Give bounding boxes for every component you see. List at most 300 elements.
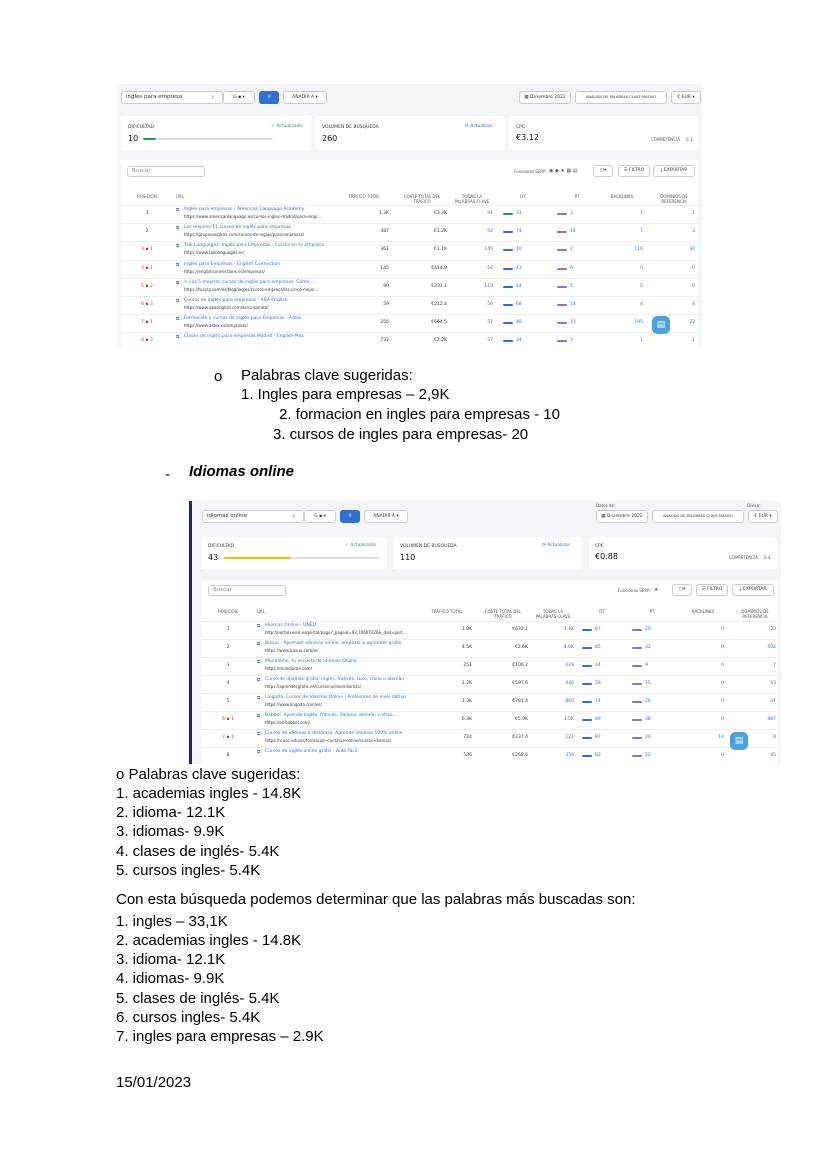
dt-cell[interactable]: 85 [595,645,601,650]
cost-cell: €2.6K [515,645,528,650]
cost-cell: €237.4 [512,735,528,740]
column-header[interactable]: TRÁFICO TOTAL [348,194,380,199]
cpc-card [509,116,698,150]
difficulty-label: DIFICULTAD [208,544,234,549]
bulk-analysis-button[interactable]: ANÁLISIS DE PALABRAS CLAVE MASIVO [575,91,667,104]
pt-cell[interactable]: 20 [645,627,651,632]
traffic-cell: 732 [380,338,389,344]
position-cell: 1 [145,211,149,216]
pt-bar [557,322,567,324]
pt-bar [557,249,567,251]
backlinks-cell[interactable]: 0 [640,283,643,289]
difficulty-track [143,138,273,140]
list2-item: 2. idioma- 12.1K [116,804,226,821]
table-row [121,223,698,242]
conclusion-intro: Con esta búsqueda podemos determinar que las palabras más buscadas son: [116,891,636,908]
traffic-cell: 1.2K [461,681,472,686]
keywords-cell[interactable]: 119 [484,283,493,289]
keywords-cell[interactable]: 4.6K [563,645,574,650]
traffic-cell: 724 [463,735,472,740]
list2-item: 1. academias ingles - 14.8K [116,785,302,802]
dt-bar [503,249,513,251]
backlinks-cell[interactable]: 0 [721,699,724,704]
update-link[interactable]: ⟳ Actualizar [465,124,493,129]
result-url: https://v.uoc.edu/es/formacion-continua-online/cursos-idiomas/ [265,738,392,743]
dt-cell[interactable]: 10 [516,247,522,253]
update-link[interactable]: ⟳ Actualizar [542,543,570,548]
table-row [202,747,777,764]
currency-selector[interactable]: € EUR ▾ [748,510,778,523]
cost-cell: €331.1 [431,283,447,289]
dt-cell[interactable]: 48 [516,320,522,326]
dt-bar [582,737,592,739]
column-header[interactable]: TRÁFICO TOTAL [431,609,463,614]
position-cell: 6 ▪ 1 [222,717,234,722]
heading-dash: - [165,466,170,483]
referring-domains-cell[interactable]: 22 [689,320,695,326]
backlinks-cell[interactable]: 0 [721,663,724,668]
position-cell: 4 ▪ 1 [141,265,153,271]
pt-bar [632,647,642,649]
competition-value: 0.1 [686,137,693,142]
dt-bar [503,304,513,306]
volume-label: VOLUMEN DE BÚSQUEDA [322,125,379,130]
result-title-link[interactable]: Babbel: Aprende inglés, francés, italiano, alemán y otros ... [265,713,399,718]
date-label: Datos de: [596,503,616,508]
referring-domains-cell[interactable]: 1 [692,338,695,344]
external-link-icon[interactable]: ⧉ [257,660,261,665]
volume-value: 110 [400,553,416,562]
export-button[interactable]: ⤓ EXPORTAR [732,584,774,596]
dt-cell[interactable]: 74 [516,229,522,235]
keyword-tool-screenshot-2 [189,501,781,764]
cost-cell: €3.3K [434,211,447,216]
column-header[interactable]: BACKLINKS [691,609,715,614]
position-cell: 3 ▪ 1 [141,247,153,253]
referring-domains-cell[interactable]: 4 [692,302,695,307]
date-button[interactable]: ▦ Diciembre 2022 [519,91,571,104]
serp-label: Funciones SERP: [618,588,651,593]
traffic-cell: 59 [383,302,389,307]
cost-cell: €5.9K [515,717,528,722]
referring-domains-cell[interactable]: 47 [770,699,776,704]
external-link-icon[interactable]: ⧉ [176,262,180,268]
external-link-icon[interactable]: ⧉ [257,696,261,701]
dt-cell[interactable]: 87 [595,735,601,740]
dt-bar [582,665,592,667]
pt-bar [632,755,642,757]
result-title-link[interactable]: Cursos de inglés online gratis - Aula Fácil [265,749,358,754]
backlinks-cell[interactable]: 0 [721,717,724,722]
column-header[interactable]: PT [649,609,655,614]
table-row [121,260,698,279]
conclusion-item: 1. ingles – 33,1K [116,913,228,930]
table-row [121,205,698,224]
keywords-cell[interactable]: 356 [565,753,574,758]
currency-selector[interactable]: € EUR ▾ [671,91,701,104]
cost-cell: €597.6 [512,681,528,686]
referring-domains-cell[interactable]: 3 [692,229,695,235]
backlinks-cell[interactable]: 4 [640,302,643,307]
document-date: 15/01/2023 [116,1074,192,1091]
column-header[interactable]: COSTE TOTAL DEL TRÁFICO [403,194,441,204]
list2-title: o Palabras clave sugeridas: [116,766,301,783]
referring-domains-cell[interactable]: 8 [773,735,776,740]
result-url: https://www.abaenglish.com/es/corporate/ [184,305,269,310]
dt-cell[interactable]: 43 [516,265,522,271]
serp-label: Funciones SERP: [514,169,547,174]
column-header[interactable]: TODAS LA PALABRAS CLAVE [454,194,490,204]
position-cell: 8 [226,753,230,758]
keywords-cell[interactable]: 446 [565,681,574,686]
dt-cell[interactable]: 74 [595,699,601,704]
position-cell: 6 ▪ 3 [141,302,153,307]
external-link-icon[interactable]: ⧉ [176,208,180,213]
result-title-link[interactable]: Clases de inglés para empresas Madrid - English-Plus [184,334,304,340]
table-search-input[interactable]: Buscar [208,585,286,596]
dt-bar [503,286,513,288]
position-cell: 5 ▪ 2 [141,283,153,289]
position-cell: 2 [145,229,149,235]
cost-cell: €212.4 [431,302,447,307]
external-link-icon[interactable]: ⧉ [176,280,180,286]
referring-domains-cell[interactable]: 502 [767,645,776,650]
position-cell: 7 ▪ 1 [141,320,153,326]
cost-cell: €664.5 [431,320,447,326]
cpc-label: CPC [595,544,604,549]
table-search-input[interactable]: Buscar [127,166,205,177]
keywords-cell[interactable]: 1.4K [563,627,574,632]
database-selector[interactable]: G ▪ ▾ [223,91,255,104]
referring-domains-cell[interactable]: 0 [692,283,695,289]
referring-domains-cell[interactable]: 1 [692,211,695,216]
add-to-button[interactable]: AÑADIR A ▾ [283,91,327,104]
traffic-cell: 536 [463,753,472,758]
pt-cell[interactable]: 3 [570,211,573,216]
table-row [202,711,777,730]
result-title-link[interactable]: Idiomas Online - UNED [265,623,317,628]
result-title-link[interactable]: Cursos de idiomas a distancia. Aprende idiomas 100% online [265,731,403,736]
external-link-icon[interactable]: ⧉ [257,624,261,629]
difficulty-fill [224,557,291,559]
pt-bar [632,665,642,667]
pt-bar [557,340,567,342]
result-title-link[interactable]: > Los 5 mejores cursos de inglés para empresas. Cómo ... [184,279,315,285]
list2-item: 5. cursos ingles- 5.4K [116,862,261,879]
referring-domains-cell[interactable]: 43 [770,681,776,686]
list2-item: 3. idiomas- 9.9K [116,823,225,840]
external-link-icon[interactable]: ⧉ [257,714,261,719]
external-link-icon[interactable]: ⧉ [176,299,180,304]
keywords-cell[interactable]: 145 [484,247,493,253]
keywords-cell[interactable]: 56 [487,302,493,307]
dt-cell[interactable]: 87 [595,627,601,632]
result-url: https://englishconnections.es/empresas/ [184,268,265,274]
volume-label: VOLUMEN DE BÚSQUEDA [400,544,457,549]
backlinks-cell[interactable]: 1 [640,338,643,344]
column-header[interactable]: DOMINIOS DE REFERENCIA [741,609,769,619]
keywords-cell[interactable]: 229 [565,663,574,668]
traffic-cell: 487 [380,229,389,235]
column-header[interactable]: URL [257,609,265,614]
cost-cell: €781.4 [512,699,528,704]
result-url: https://www.astex.es/empresas/ [184,323,248,329]
pt-cell[interactable]: 20 [645,735,651,740]
cpc-label: CPC [516,125,525,130]
difficulty-card [202,537,387,569]
column-header[interactable]: DOMINIOS DE REFERENCIA [660,194,688,204]
result-url: http://portal.uned.es/portal/page?_pageid=93,70607226&_dad=port... [265,630,407,635]
competition-value: 0.4 [764,555,771,560]
external-link-icon[interactable]: ⧉ [257,732,261,737]
conclusion-item: 6. cursos ingles- 5.4K [116,1009,261,1026]
filter-button[interactable]: ☰ FILTRO [696,584,728,596]
column-header[interactable]: DT [520,194,526,199]
keywords-cell[interactable]: 1.5K [563,717,574,722]
position-cell: 7 ▪ 1 [222,735,234,740]
table-row [202,729,777,748]
traffic-cell: 90 [383,283,389,289]
pt-cell[interactable]: 13 [570,320,576,326]
backlinks-cell[interactable]: 110 [634,247,643,253]
result-title-link[interactable]: Mundiome, tu escuela de idiomas Online [265,659,357,664]
backlinks-cell[interactable]: 0 [721,645,724,650]
backlinks-cell[interactable]: 195 [634,320,643,326]
volume-card [394,537,581,569]
pt-cell[interactable]: 15 [645,681,651,686]
column-header[interactable]: COSTE TOTAL DEL TRÁFICO [484,609,522,619]
pt-bar [557,213,567,215]
dt-bar [582,683,592,685]
table-row [121,332,698,348]
dt-cell[interactable]: 83 [595,753,601,758]
backlinks-cell[interactable]: 7 [640,229,643,235]
search-button[interactable]: ⚲ [340,510,360,523]
competition-label: COMPETENCIA [729,555,759,560]
traffic-cell: 6.3K [461,717,472,722]
traffic-cell: 1.8K [461,627,472,632]
view-toggle-button[interactable]: ▢▾ [593,165,613,177]
database-selector[interactable]: G ▪ ▾ [304,510,336,523]
results-table [202,581,777,764]
volume-card [315,116,505,150]
column-header[interactable]: URL [176,194,184,199]
chat-icon[interactable]: ▤ [652,316,670,334]
dt-bar [582,629,592,631]
competition-label: COMPETENCIA [651,137,681,142]
result-url: https://mundiome.com/ [265,666,312,671]
export-button[interactable]: ⤓ EXPORTAR [653,165,695,177]
table-row [121,296,698,315]
view-toggle-button[interactable]: ▢▾ [672,584,692,596]
position-cell: 5 [226,699,230,704]
result-title-link[interactable]: Cursos de inglés para empresas - ABA English [184,298,288,303]
result-url: https://aprendergratis.es/cursos-online/idiomas/ [265,684,362,689]
referring-domains-cell[interactable]: 7 [773,663,776,668]
bulk-analysis-button[interactable]: ANÁLISIS DE PALABRAS CLAVE MASIVO [652,510,744,523]
backlinks-cell[interactable]: 1 [640,211,643,216]
backlinks-cell[interactable]: 0 [721,753,724,758]
keywords-cell[interactable]: 57 [487,338,493,344]
result-title-link[interactable]: Los mejores 11 cursos de inglés para empresas [184,225,292,231]
dt-cell[interactable]: 44 [516,283,522,289]
dt-cell[interactable]: 68 [516,302,522,307]
add-to-button[interactable]: AÑADIR A ▾ [364,510,408,523]
table-row [121,241,698,260]
pt-cell[interactable]: 14 [570,302,576,307]
table-row [202,675,777,694]
conclusion-item: 5. clases de inglés- 5.4K [116,990,280,1007]
clear-icon[interactable]: × [211,94,215,99]
keywords-cell[interactable]: 57 [487,320,493,326]
backlinks-cell[interactable]: 0 [721,627,724,632]
pt-cell[interactable]: 3 [570,338,573,344]
dt-cell[interactable]: 89 [595,717,601,722]
list1-bullet: o [214,368,223,385]
keywords-cell[interactable]: 860 [565,699,574,704]
conclusion-item: 4. idiomas- 9.9K [116,970,225,987]
column-header[interactable]: TODAS LA PALABRAS CLAVE [535,609,571,619]
referring-domains-cell[interactable]: 30 [689,247,695,253]
dt-cell[interactable]: 31 [516,211,522,216]
keywords-cell[interactable]: 121 [565,735,574,740]
table-row [202,639,777,658]
traffic-cell: 256 [380,320,389,326]
traffic-cell: 1.3K [378,211,389,216]
calendar-icon: ▦ [524,95,529,100]
external-link-icon[interactable]: ⧉ [176,317,180,323]
cost-cell: €2.2K [434,338,447,344]
list1-title: Palabras clave sugeridas: [241,367,413,384]
traffic-cell: 251 [463,663,472,668]
pt-cell[interactable]: 9 [645,663,648,668]
difficulty-fill [143,138,156,140]
pt-cell[interactable]: 38 [645,717,651,722]
external-link-icon[interactable]: ⧉ [257,678,261,683]
traffic-cell: 4.5K [461,645,472,650]
conclusion-item: 2. academias ingles - 14.8K [116,932,302,949]
column-header[interactable]: PT [574,194,580,199]
dt-bar [503,213,513,215]
keyword-search-input[interactable]: ingles para empresa [121,91,223,104]
dt-bar [582,755,592,757]
backlinks-cell[interactable]: 0 [640,265,643,271]
filter-button[interactable]: ☰ FILTRO [618,165,650,177]
position-cell: 3 [226,663,230,668]
result-title-link[interactable]: Talk Languages: Inglés para Empresas - Cursos en tu empresa [184,243,325,249]
list1-item-3: 3. cursos de ingles para empresas- 20 [273,426,529,443]
result-title-link[interactable]: Curso de idiomas gratis: inglés, francés, ruso, chino o alemán [265,677,405,682]
column-header[interactable]: DT [599,609,605,614]
external-link-icon[interactable]: ⧉ [176,244,180,250]
pt-bar [557,304,567,306]
pt-bar [632,737,642,739]
result-title-link[interactable]: Lingoda: Cursos de Idiomas Online | Profesores de nivel nativo [265,695,406,700]
dt-cell[interactable]: 24 [595,663,601,668]
backlinks-cell[interactable]: 0 [721,681,724,686]
external-link-icon[interactable]: ⧉ [257,750,261,755]
external-link-icon[interactable]: ⧉ [257,642,261,647]
external-link-icon[interactable]: ⧉ [176,335,180,341]
difficulty-status: ✓ Actualizado [271,124,303,129]
column-header[interactable]: POSICIÓN [137,194,157,199]
table-row [121,278,698,297]
table-row [121,314,698,333]
dt-bar [503,268,513,270]
section-heading: Idiomas online [189,463,295,480]
pt-cell[interactable]: 26 [645,699,651,704]
traffic-cell: 145 [380,265,389,271]
list1-item-2: 2. formacion en ingles para empresas - 10 [279,406,560,423]
result-title-link[interactable]: Inglés para Empresas - English Connection [184,261,281,267]
referring-domains-cell[interactable]: 20 [770,627,776,632]
clear-icon[interactable]: × [292,513,296,518]
backlinks-cell[interactable]: 14 [718,735,724,740]
cost-cell: €1.2K [434,229,447,235]
pt-cell[interactable]: 2 [570,247,573,253]
cost-cell: €268.6 [512,753,528,758]
keyword-search-input[interactable]: idiomas online [202,510,304,523]
referring-domains-cell[interactable]: 45 [770,753,776,758]
pt-bar [557,231,567,233]
pt-cell[interactable]: 14 [570,229,576,235]
cost-cell: €633.1 [512,627,528,632]
dt-cell[interactable]: 24 [516,338,522,344]
difficulty-value: 43 [208,553,219,562]
result-title-link[interactable]: Formación y cursos de inglés para Empresas - Astex [184,316,302,322]
pt-bar [557,268,567,270]
currency-label: Divisa: [747,503,761,508]
external-link-icon[interactable]: ⧉ [176,226,180,232]
pt-cell[interactable]: 22 [645,753,651,758]
pt-bar [632,701,642,703]
result-url: https://www.busuu.com/es [265,648,318,653]
pt-cell[interactable]: 5 [570,283,573,289]
table-row [202,621,777,640]
result-url: https://www.americanlanguage.es/cursos-ingles-madrid/para-empr... [184,214,322,219]
column-header[interactable]: POSICIÓN [218,609,238,614]
keywords-cell[interactable]: 54 [487,265,493,271]
cpc-card [589,537,777,569]
pt-bar [632,629,642,631]
difficulty-status: ✓ Actualizado [345,543,377,548]
traffic-cell: 1.3K [461,699,472,704]
cost-cell: €106.2 [512,663,528,668]
pt-cell[interactable]: 32 [645,645,651,650]
pt-cell[interactable]: 6 [570,265,573,271]
table-row [202,657,777,676]
dt-cell[interactable]: 58 [595,681,601,686]
pt-bar [632,683,642,685]
chat-icon[interactable]: ▤ [730,732,748,750]
conclusion-item: 7. ingles para empresas – 2.9K [116,1028,324,1045]
volume-value: 260 [322,134,338,143]
result-url: https://grupovaughan.com/cursos-de-ingles/para-empresas/ [184,232,305,238]
pt-bar [632,719,642,721]
referring-domains-cell[interactable]: 0 [692,265,695,271]
keywords-cell[interactable]: 91 [487,211,493,216]
date-button[interactable]: ▦ Diciembre 2022 [596,510,648,523]
column-header[interactable]: BACKLINKS [610,194,634,199]
result-title-link[interactable]: Inglés para empresas - American Language Academy [184,207,305,212]
cpc-value: €0.88 [595,552,618,561]
serp-icons: ◉ ◆ ★ ▦ ▤ [549,168,578,174]
result-title-link[interactable]: Busuu - Aprender idiomas online: empezar a aprender gratis [265,641,402,646]
search-button[interactable]: ⚲ [259,91,279,104]
keywords-cell[interactable]: 92 [487,229,493,235]
referring-domains-cell[interactable]: 987 [767,717,776,722]
dt-bar [503,340,513,342]
